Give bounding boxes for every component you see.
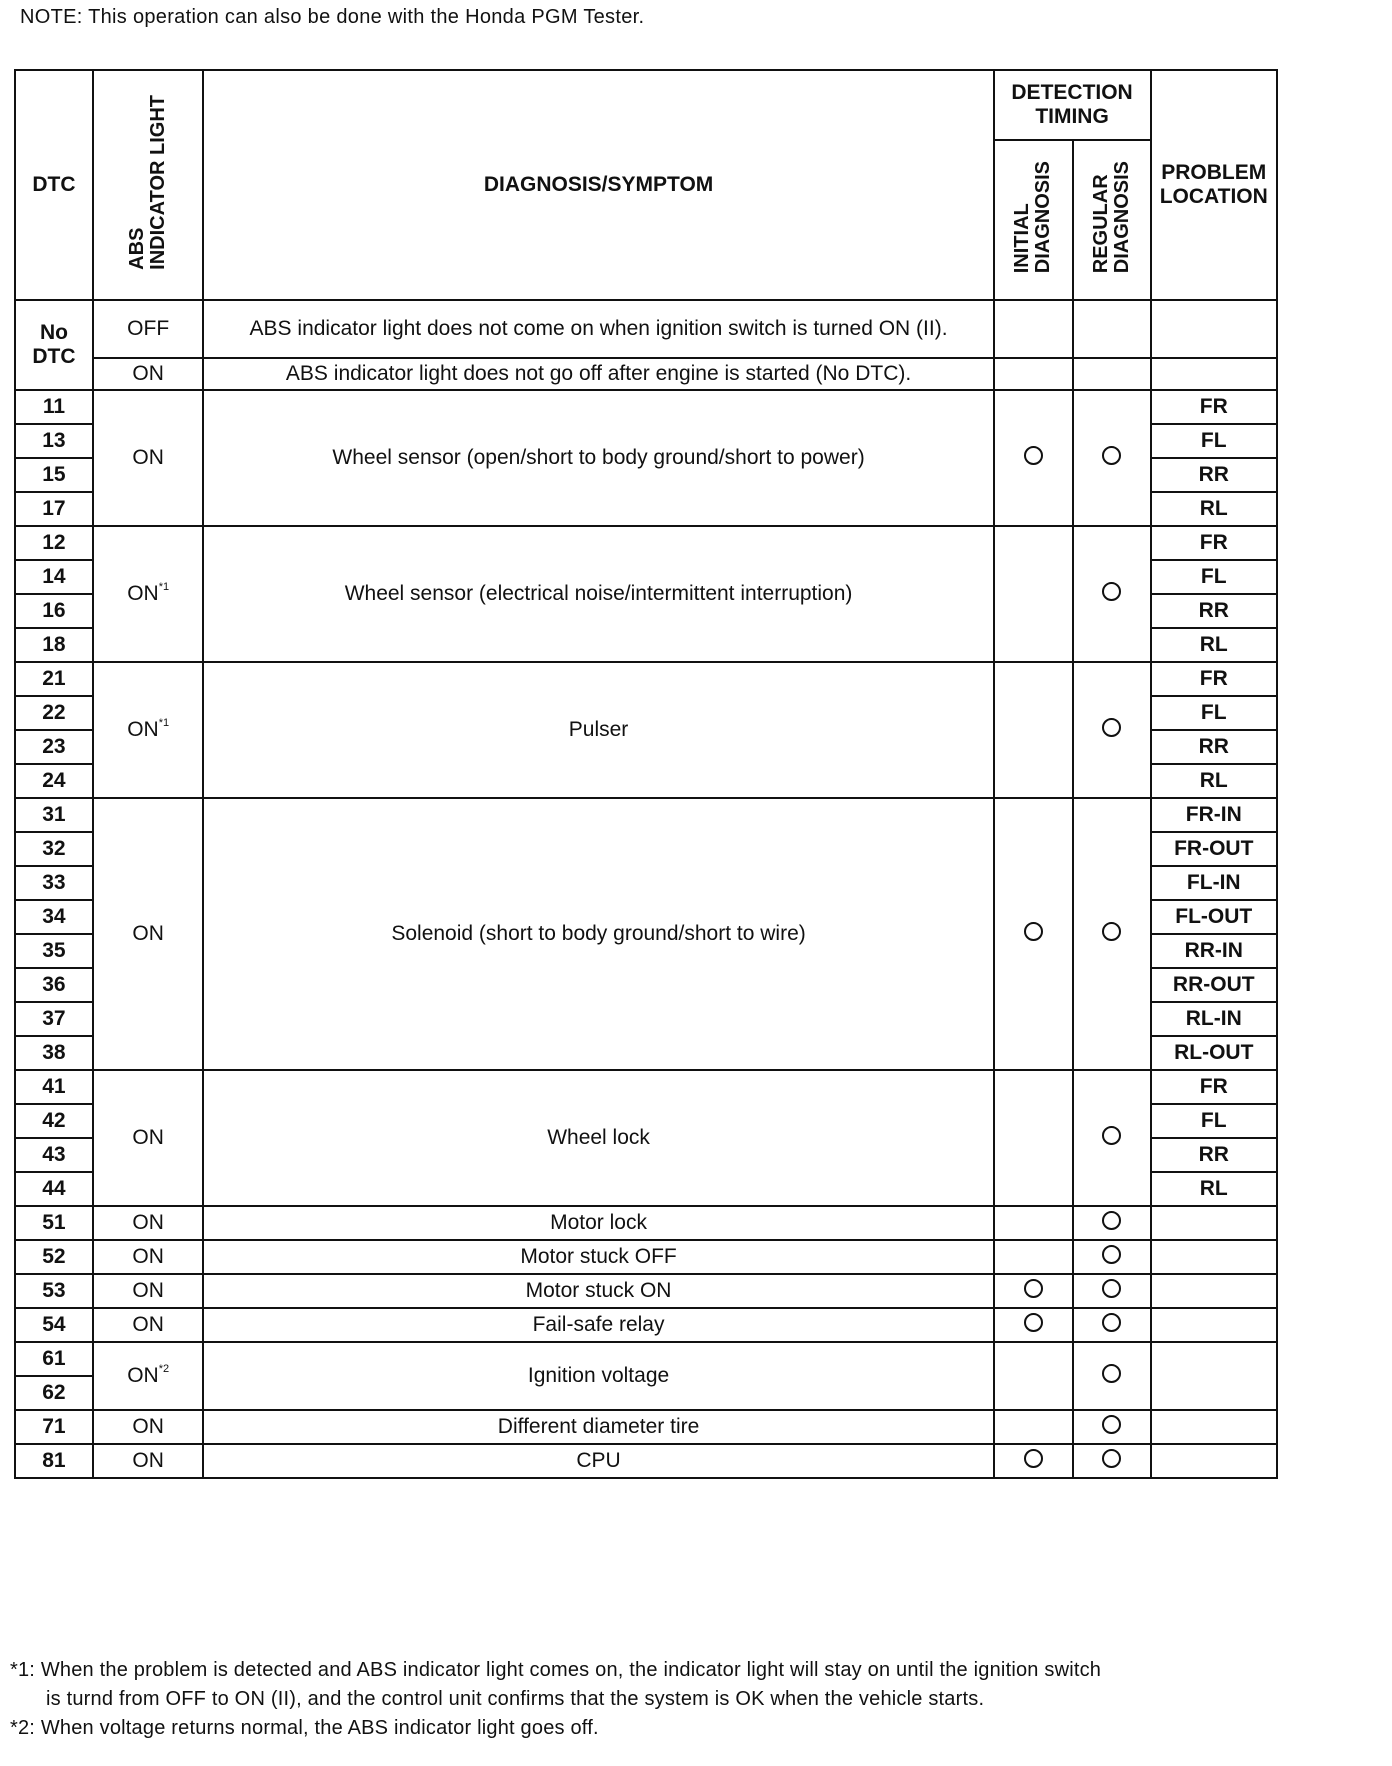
regular-diagnosis-cell — [1073, 1274, 1151, 1308]
detected-circle-icon — [1102, 1313, 1121, 1332]
header-dtc: DTC — [15, 70, 93, 300]
dtc-cell: 35 — [15, 934, 93, 968]
symptom-cell: ABS indicator light does not come on when ignition switch is turned ON (II). — [203, 300, 993, 358]
dtc-cell: 51 — [15, 1206, 93, 1240]
problem-location-cell: RR — [1151, 730, 1277, 764]
detected-circle-icon — [1102, 1245, 1121, 1264]
initial-diagnosis-cell — [994, 1342, 1073, 1410]
dtc-cell: 71 — [15, 1410, 93, 1444]
regular-diagnosis-cell — [1073, 1444, 1151, 1478]
table-row — [15, 526, 1277, 560]
table-row — [15, 662, 1277, 696]
problem-location-cell: FR — [1151, 1070, 1277, 1104]
dtc-cell: 15 — [15, 458, 93, 492]
dtc-cell: 17 — [15, 492, 93, 526]
problem-location-cell: FL-IN — [1151, 866, 1277, 900]
problem-location-cell: RL — [1151, 764, 1277, 798]
header-problem-location: PROBLEM LOCATION — [1151, 70, 1277, 300]
table-row — [15, 1274, 1277, 1308]
symptom-cell: Different diameter tire — [203, 1410, 993, 1444]
table-row — [15, 390, 1277, 424]
initial-diagnosis-cell — [994, 1206, 1073, 1240]
problem-location-cell — [1151, 1444, 1277, 1478]
dtc-cell: 54 — [15, 1308, 93, 1342]
detected-circle-icon — [1102, 582, 1121, 601]
symptom-cell: ABS indicator light does not go off after engine is started (No DTC). — [203, 358, 993, 390]
problem-location-cell: RR — [1151, 458, 1277, 492]
problem-location-cell — [1151, 1274, 1277, 1308]
regular-diagnosis-cell — [1073, 1342, 1151, 1410]
initial-diagnosis-cell — [994, 1070, 1073, 1206]
problem-location-cell: RL — [1151, 492, 1277, 526]
symptom-cell: Fail-safe relay — [203, 1308, 993, 1342]
regular-diagnosis-cell — [1073, 1070, 1151, 1206]
problem-location-cell: RL-OUT — [1151, 1036, 1277, 1070]
symptom-cell: CPU — [203, 1444, 993, 1478]
problem-location-cell: FR — [1151, 526, 1277, 560]
problem-location-cell: RL — [1151, 1172, 1277, 1206]
dtc-cell: 38 — [15, 1036, 93, 1070]
dtc-cell: 61 — [15, 1342, 93, 1376]
table-row — [15, 300, 1277, 358]
dtc-cell: 52 — [15, 1240, 93, 1274]
problem-location-cell: FR — [1151, 662, 1277, 696]
initial-diagnosis-cell — [994, 1308, 1073, 1342]
detected-circle-icon — [1024, 1449, 1043, 1468]
header-diagnosis-symptom: DIAGNOSIS/SYMPTOM — [203, 70, 993, 300]
detected-circle-icon — [1024, 446, 1043, 465]
dtc-cell: 44 — [15, 1172, 93, 1206]
initial-diagnosis-cell — [994, 358, 1073, 390]
problem-location-cell: RR — [1151, 594, 1277, 628]
detected-circle-icon — [1102, 1364, 1121, 1383]
table-row — [15, 798, 1277, 832]
detected-circle-icon — [1102, 718, 1121, 737]
initial-diagnosis-cell — [994, 300, 1073, 358]
symptom-cell: Motor lock — [203, 1206, 993, 1240]
indicator-light-cell: ON — [93, 1240, 204, 1274]
symptom-cell: Ignition voltage — [203, 1342, 993, 1410]
dtc-cell: 42 — [15, 1104, 93, 1138]
problem-location-cell: RL-IN — [1151, 1002, 1277, 1036]
indicator-light-cell: ON$^{*1}$ — [93, 526, 204, 662]
regular-diagnosis-cell — [1073, 798, 1151, 1070]
regular-diagnosis-cell — [1073, 1308, 1151, 1342]
header-initial-diagnosis-text: INITIAL DIAGNOSIS — [1011, 160, 1055, 274]
detected-circle-icon — [1102, 1211, 1121, 1230]
initial-diagnosis-cell — [994, 1444, 1073, 1478]
detected-circle-icon — [1024, 1279, 1043, 1298]
dtc-cell: 22 — [15, 696, 93, 730]
regular-diagnosis-cell — [1073, 662, 1151, 798]
indicator-light-cell: ON — [93, 390, 204, 526]
dtc-cell: 12 — [15, 526, 93, 560]
indicator-light-cell: ON — [93, 1410, 204, 1444]
header-detection-timing: DETECTION TIMING — [994, 70, 1151, 140]
dtc-cell: No DTC — [15, 300, 93, 390]
detected-circle-icon — [1102, 1415, 1121, 1434]
problem-location-cell: FL — [1151, 560, 1277, 594]
indicator-light-cell: ON — [93, 798, 204, 1070]
regular-diagnosis-cell — [1073, 1240, 1151, 1274]
symptom-cell: Motor stuck ON — [203, 1274, 993, 1308]
problem-location-cell: RR — [1151, 1138, 1277, 1172]
dtc-cell: 37 — [15, 1002, 93, 1036]
initial-diagnosis-cell — [994, 1274, 1073, 1308]
problem-location-cell: RR-OUT — [1151, 968, 1277, 1002]
table-row — [15, 1444, 1277, 1478]
problem-location-cell: FL — [1151, 696, 1277, 730]
footnote-1-continued: is turnd from OFF to ON (II), and the control unit confirms that the system is OK when the vehicle starts. — [46, 1688, 985, 1710]
problem-location-cell: FR — [1151, 390, 1277, 424]
problem-location-cell: FL — [1151, 1104, 1277, 1138]
dtc-table — [14, 69, 1278, 1479]
regular-diagnosis-cell — [1073, 390, 1151, 526]
dtc-cell: 33 — [15, 866, 93, 900]
regular-diagnosis-cell — [1073, 358, 1151, 390]
dtc-cell: 81 — [15, 1444, 93, 1478]
table-row — [15, 1206, 1277, 1240]
symptom-cell: Solenoid (short to body ground/short to wire) — [203, 798, 993, 1070]
problem-location-cell — [1151, 1342, 1277, 1410]
detected-circle-icon — [1102, 1126, 1121, 1145]
detected-circle-icon — [1102, 922, 1121, 941]
dtc-cell: 18 — [15, 628, 93, 662]
symptom-cell: Wheel lock — [203, 1070, 993, 1206]
dtc-cell: 24 — [15, 764, 93, 798]
indicator-light-cell: ON$^{*1}$ — [93, 662, 204, 798]
note-text: NOTE: This operation can also be done with the Honda PGM Tester. — [20, 6, 645, 28]
detected-circle-icon — [1024, 1313, 1043, 1332]
indicator-light-cell: ON — [93, 1070, 204, 1206]
footnote-marker: *1 — [158, 581, 170, 593]
indicator-light-cell: ON — [93, 1444, 204, 1478]
regular-diagnosis-cell — [1073, 300, 1151, 358]
problem-location-cell: RR-IN — [1151, 934, 1277, 968]
problem-location-cell: FL — [1151, 424, 1277, 458]
symptom-cell: Wheel sensor (electrical noise/intermittent interruption) — [203, 526, 993, 662]
footnote-marker: *2 — [158, 1363, 170, 1375]
header-regular-diagnosis — [1073, 140, 1151, 300]
dtc-cell: 13 — [15, 424, 93, 458]
table-row — [15, 358, 1277, 390]
detected-circle-icon — [1102, 446, 1121, 465]
problem-location-cell — [1151, 1410, 1277, 1444]
indicator-light-cell: ON — [93, 1206, 204, 1240]
initial-diagnosis-cell — [994, 1410, 1073, 1444]
header-abs-indicator-light — [93, 70, 204, 300]
symptom-cell: Wheel sensor (open/short to body ground/short to power) — [203, 390, 993, 526]
table-row — [15, 1070, 1277, 1104]
initial-diagnosis-cell — [994, 390, 1073, 526]
footnote-2: *2: When voltage returns normal, the ABS indicator light goes off. — [10, 1717, 599, 1739]
problem-location-cell: FR-IN — [1151, 798, 1277, 832]
detected-circle-icon — [1102, 1449, 1121, 1468]
dtc-cell: 36 — [15, 968, 93, 1002]
indicator-light-cell: OFF — [93, 300, 204, 358]
problem-location-cell — [1151, 300, 1277, 358]
initial-diagnosis-cell — [994, 662, 1073, 798]
header-regular-diagnosis-text: REGULAR DIAGNOSIS — [1089, 160, 1133, 274]
detected-circle-icon — [1102, 1279, 1121, 1298]
table-row — [15, 1410, 1277, 1444]
regular-diagnosis-cell — [1073, 526, 1151, 662]
regular-diagnosis-cell — [1073, 1410, 1151, 1444]
dtc-cell: 31 — [15, 798, 93, 832]
dtc-cell: 16 — [15, 594, 93, 628]
indicator-light-cell: ON — [93, 1308, 204, 1342]
symptom-cell: Pulser — [203, 662, 993, 798]
problem-location-cell — [1151, 1240, 1277, 1274]
dtc-cell: 14 — [15, 560, 93, 594]
problem-location-cell: FR-OUT — [1151, 832, 1277, 866]
indicator-light-cell: ON$^{*2}$ — [93, 1342, 204, 1410]
footnote-marker: *1 — [158, 717, 170, 729]
indicator-light-cell: ON — [93, 1274, 204, 1308]
regular-diagnosis-cell — [1073, 1206, 1151, 1240]
problem-location-cell: RL — [1151, 628, 1277, 662]
footnote-1: *1: When the problem is detected and ABS indicator light comes on, the indicator light will stay on until the ignition switch — [10, 1659, 1102, 1681]
header-initial-diagnosis — [994, 140, 1073, 300]
indicator-light-cell: ON — [93, 358, 204, 390]
dtc-cell: 21 — [15, 662, 93, 696]
initial-diagnosis-cell — [994, 1240, 1073, 1274]
dtc-cell: 11 — [15, 390, 93, 424]
table-row — [15, 1240, 1277, 1274]
dtc-cell: 32 — [15, 832, 93, 866]
initial-diagnosis-cell — [994, 798, 1073, 1070]
dtc-cell: 41 — [15, 1070, 93, 1104]
symptom-cell: Motor stuck OFF — [203, 1240, 993, 1274]
table-row — [15, 1308, 1277, 1342]
dtc-cell: 23 — [15, 730, 93, 764]
dtc-cell: 34 — [15, 900, 93, 934]
problem-location-cell: FL-OUT — [1151, 900, 1277, 934]
dtc-cell: 62 — [15, 1376, 93, 1410]
problem-location-cell — [1151, 1308, 1277, 1342]
problem-location-cell — [1151, 358, 1277, 390]
dtc-cell: 43 — [15, 1138, 93, 1172]
header-abs-indicator-light-text: ABS INDICATOR LIGHT — [126, 94, 170, 270]
table-row — [15, 1342, 1277, 1376]
initial-diagnosis-cell — [994, 526, 1073, 662]
dtc-cell: 53 — [15, 1274, 93, 1308]
detected-circle-icon — [1024, 922, 1043, 941]
problem-location-cell — [1151, 1206, 1277, 1240]
